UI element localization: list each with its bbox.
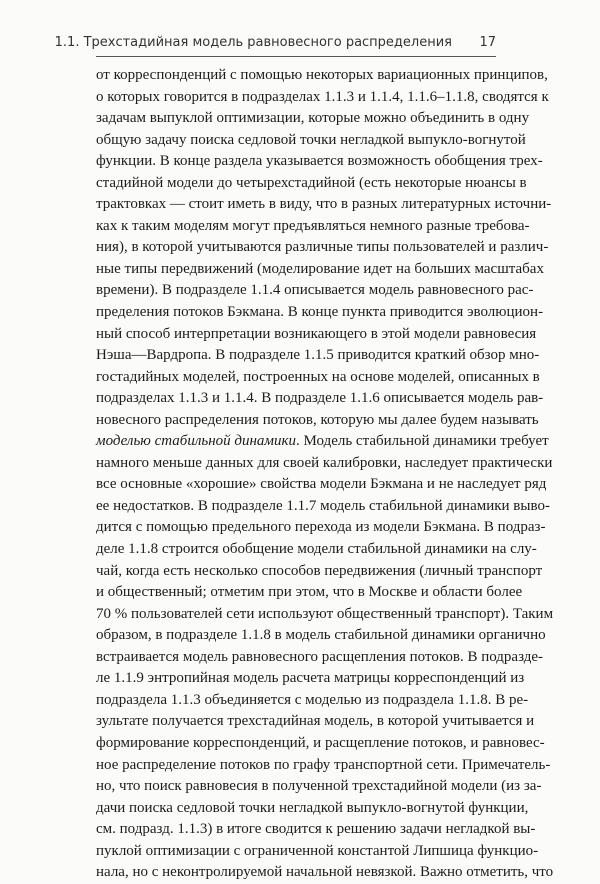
- text-line: стадийной модели до четырехстадийной (есть некоторые нюансы в: [96, 174, 527, 191]
- text-line: дится с помощью предельного перехода из модели Бэкмана. В подраз-: [96, 519, 546, 536]
- text-line: подразделах 1.1.3 и 1.1.4. В подразделе 1.1.6 описывается модель рав-: [96, 390, 544, 407]
- header-rule: [96, 56, 496, 57]
- text-line: [96, 431, 549, 453]
- text-line: см. подразд. 1.1.3) в итоге сводится к решению задачи негладкой вы-: [96, 821, 536, 838]
- text-line: ные типы передвижений (моделирование идет на больших масштабах: [96, 260, 544, 277]
- text-line: ния), в которой учитываются различные типы пользователей и различ-: [96, 239, 549, 256]
- text-line: ле 1.1.9 энтропийная модель расчета матрицы корреспонденций из: [96, 670, 525, 687]
- text-line: задачам выпуклой оптимизации, которые можно объединить в одну: [96, 110, 530, 127]
- text-line: ное распределение потоков по графу транспортной сети. Примечатель-: [96, 756, 551, 773]
- body-text: [96, 65, 554, 884]
- text-line: все основные «хорошие» свойства модели Бэкмана и не наследует ряд: [96, 476, 547, 493]
- text-line: общую задачу поиска седловой точки негладкой выпукло-вогнутой: [96, 131, 526, 148]
- text-line: намного меньше данных для своей калибровки, наследует практически: [96, 454, 553, 471]
- text-line: зультате получается трехстадийная модель, в которой учитывается и: [96, 713, 535, 730]
- text-line: пределения потоков Бэкмана. В конце пункта приводится эволюцион-: [96, 304, 544, 321]
- text-line: подраздела 1.1.3 объединяется с моделью из подраздела 1.1.8. В ре-: [96, 691, 529, 708]
- text-line: и общественный; отметим при этом, что в Москве и области более: [96, 584, 523, 601]
- text-line: новесного распределения потоков, которую мы далее будем называть: [96, 411, 539, 428]
- text-line: пуклой оптимизации с ограниченной константой Липшица функцио-: [96, 842, 539, 859]
- text-line: 70 % пользователей сети используют общественный транспорт). Таким: [96, 605, 554, 622]
- text-line: формирование корреспонденций, и расщепление потоков, и равновес-: [96, 734, 545, 751]
- text-line: гостадийных моделей, построенных на основе моделей, описанных в: [96, 368, 540, 385]
- text-line: ках к таким моделям могут предъявляться немного разные требова-: [96, 217, 530, 234]
- page-number: 17: [479, 35, 496, 50]
- text-line: чай, когда есть несколько способов передвижения (личный транспорт: [96, 562, 543, 579]
- text-line: ный способ интерпретации возникающего в этой модели равновесия: [96, 325, 537, 342]
- text-line: нала, но с неконтролируемой начальной невязкой. Важно отметить, что: [96, 864, 554, 881]
- text-line: образом, в подразделе 1.1.8 в модель стабильной динамики органично: [96, 627, 546, 644]
- text-line: о которых говорится в подразделах 1.1.3 и 1.1.4, 1.1.6–1.1.8, сводятся к: [96, 88, 549, 105]
- italic-term: моделью стабильной динамики: [96, 433, 297, 450]
- running-header: [54, 33, 496, 55]
- text-line: но, что поиск равновесия в полученной трехстадийной модели (из за-: [96, 778, 542, 795]
- text-line: трактовках — стоит иметь в виду, что в разных литературных источни-: [96, 196, 552, 213]
- text-line: времени). В подразделе 1.1.4 описывается модель равновесного рас-: [96, 282, 534, 299]
- text-line: деле 1.1.8 строится обобщение модели стабильной динамики на слу-: [96, 541, 537, 558]
- text-line: функции. В конце раздела указывается возможность обобщения трех-: [96, 153, 543, 170]
- text-line: ее недостатков. В подразделе 1.1.7 модель стабильной динамики выво-: [96, 497, 550, 514]
- text-line: от корреспонденций с помощью некоторых вариационных принципов,: [96, 67, 548, 83]
- text-line: Нэша—Вардропа. В подразделе 1.1.5 приводится краткий обзор мно-: [96, 347, 540, 364]
- text-line: дачи поиска седловой точки негладкой выпукло-вогнутой функции,: [96, 799, 529, 816]
- section-title: 1.1. Трехстадийная модель равновесного распределения: [54, 35, 452, 50]
- text-line: встраивается модель равновесного расщепления потоков. В подразде-: [96, 648, 544, 665]
- text-fragment: . Модель стабильной динамики требует: [296, 433, 549, 450]
